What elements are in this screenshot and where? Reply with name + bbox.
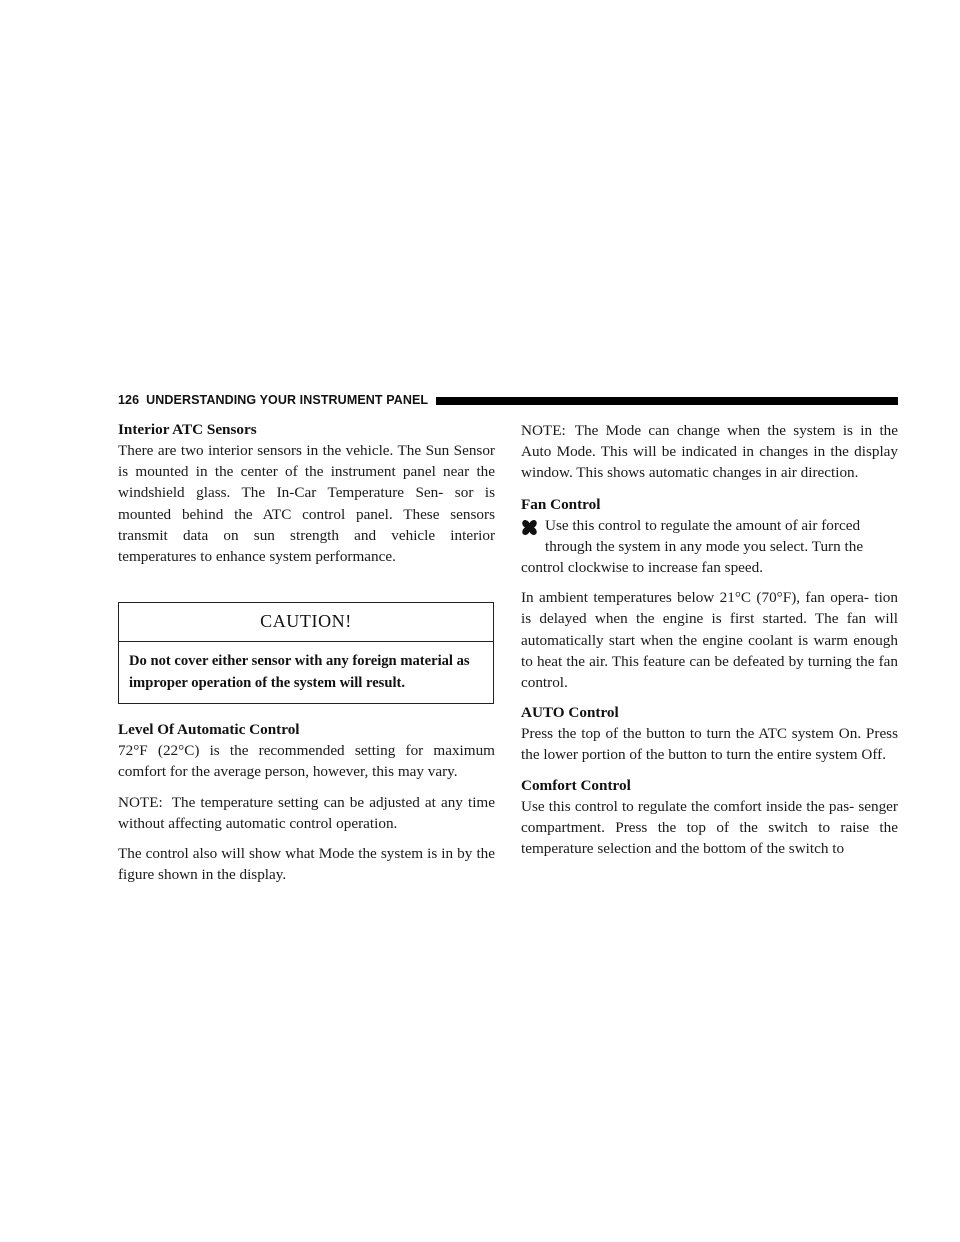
fan-control-text-line1: Use this control to regulate the amount of air forced [545,516,861,534]
level-of-automatic-control-text: 72°F (22°C) is the recommended setting for maximum comfort for the average person, however, this may vary. [118,742,495,781]
note-text: The temperature setting can be adjusted at any time without affecting automatic control operation. [118,793,495,832]
fan-control-text-line2: through the system in any mode you select. Turn the [545,537,864,555]
caution-title: CAUTION! [119,603,493,642]
comfort-control-text: Use this control to regulate the comfort inside the pas- senger compartment. Press the top of the switch to raise the temperature selection and the bottom of the switch to [521,797,898,858]
note-text: The Mode can change when the system is in the Auto Mode. This will be indicated in changes in the display window. This shows automatic changes in air direction. [521,422,898,482]
auto-control-heading: AUTO Control [521,704,619,722]
page-number: 126 [118,393,140,407]
page-header [118,391,898,409]
ambient-temperature-text: In ambient temperatures below 21°C (70°F), fan opera- tion is delayed when the engine is first started. The fan will automatically start when the engine coolant is warm enough to heat the air. This feature can be defeated by turning the fan control. [521,589,898,692]
comfort-control-heading: Comfort Control [521,776,631,794]
mode-display-text: The control also will show what Mode the system is in by the figure shown in the display. [118,845,495,884]
left-column [118,420,495,885]
section-title: UNDERSTANDING YOUR INSTRUMENT PANEL [146,393,429,407]
auto-control-text: Press the top of the button to turn the ATC system On. Press the lower portion of the button to turn the entire system Off. [521,725,898,764]
caution-text: Do not cover either sensor with any foreign material as improper operation of the system will result. [129,653,470,692]
right-column [521,420,898,859]
interior-atc-sensors-text: There are two interior sensors in the vehicle. The Sun Sensor is mounted in the center of the instrument panel near the windshield glass. The In-Car Temperature Sen- sor is mounted behind the ATC control panel. These sensors transmit data on sun strength and vehicle interior temperatures to enhance system performance. [118,442,495,566]
note-paragraph [118,792,495,834]
fan-control-text-rest: control clockwise to increase fan speed. [521,559,764,577]
interior-atc-sensors-heading: Interior ATC Sensors [118,421,257,438]
note-label: NOTE: [521,422,566,439]
level-of-automatic-control-heading: Level Of Automatic Control [118,721,300,739]
header-rule [436,397,898,405]
fan-control-block [521,515,898,579]
note-label: NOTE: [118,793,163,811]
note-paragraph [521,420,898,484]
fan-icon [521,519,538,536]
caution-box [118,602,494,704]
fan-control-heading: Fan Control [521,495,601,513]
